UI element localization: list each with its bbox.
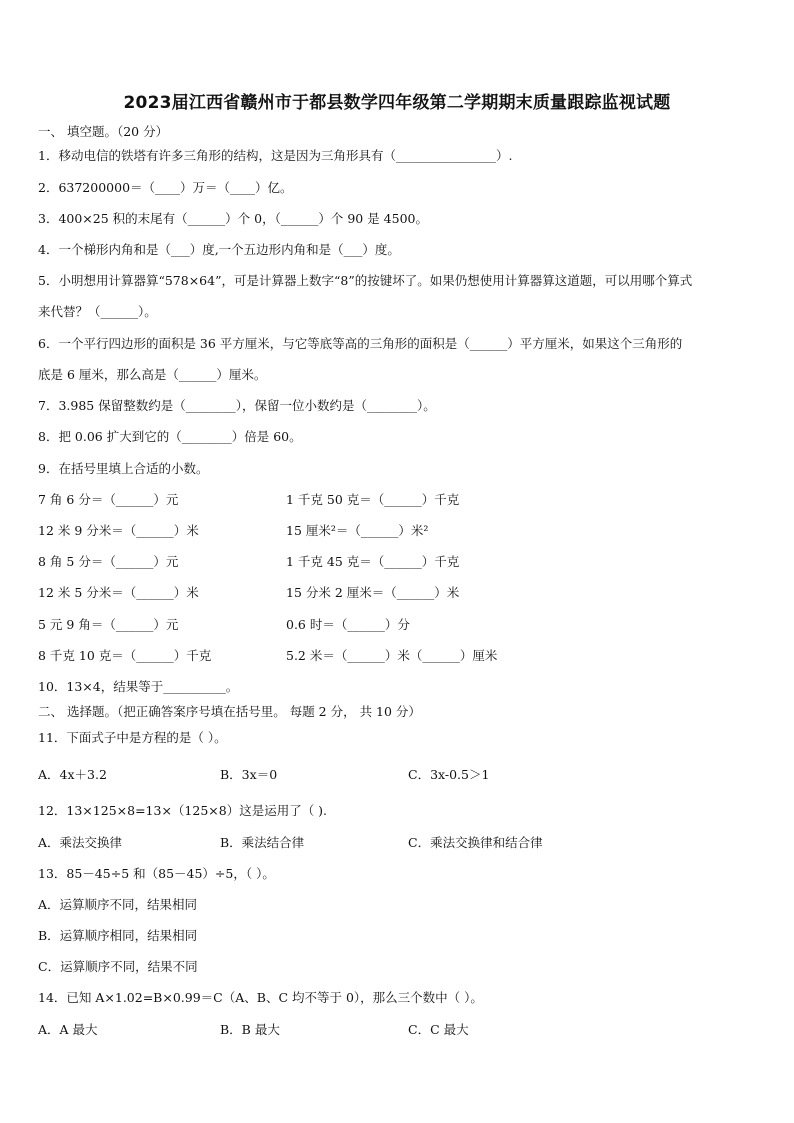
q12-option-a: A．乘法交换律 bbox=[38, 835, 123, 850]
question-13: 13．85－45÷5 和（85－45）÷5，（ ）。 bbox=[38, 866, 275, 881]
q11-option-a: A．4x＋3.2 bbox=[38, 767, 107, 782]
section-choice-heading: 二、 选择题。（把正确答案序号填在括号里。 每题 2 分， 共 10 分） bbox=[38, 704, 421, 719]
q9-item-right: 1 千克 50 克＝（______）千克 bbox=[286, 492, 460, 507]
section-fill-heading: 一、 填空题。（20 分） bbox=[38, 124, 169, 139]
question-5-line1: 5．小明想用计算器算“578×64”，可是计算器上数字“8”的按键坏了。如果仍想使用计算器算这道题，可以用哪个算式 bbox=[38, 273, 693, 288]
q14-option-b: B．B 最大 bbox=[220, 1022, 280, 1037]
q9-item-left: 5 元 9 角＝（______）元 bbox=[38, 617, 179, 632]
question-9: 9．在括号里填上合适的小数。 bbox=[38, 461, 209, 476]
question-1: 1．移动电信的铁塔有许多三角形的结构，这是因为三角形具有（________________）. bbox=[38, 148, 513, 163]
question-11: 11．下面式子中是方程的是（ ）。 bbox=[38, 730, 227, 745]
question-12: 12．13×125×8=13×（125×8）这是运用了（ ). bbox=[38, 803, 328, 818]
q13-option-b: B．运算顺序相同，结果相同 bbox=[38, 928, 198, 943]
q9-item-right: 0.6 时＝（______）分 bbox=[286, 617, 410, 632]
q9-item-left: 12 米 5 分米＝（______）米 bbox=[38, 585, 199, 600]
q9-item-left: 12 米 9 分米＝（______）米 bbox=[38, 523, 199, 538]
question-2: 2．637200000＝（____）万＝（____）亿。 bbox=[38, 180, 293, 195]
question-7: 7．3.985 保留整数约是（________），保留一位小数约是（________）。 bbox=[38, 398, 436, 413]
question-3: 3．400×25 积的末尾有（______）个 0，（______）个 90 是 4500。 bbox=[38, 211, 428, 226]
q9-item-right: 15 厘米²＝（______）米² bbox=[286, 523, 429, 538]
q14-option-c: C．C 最大 bbox=[408, 1022, 469, 1037]
q11-option-c: C．3x-0.5＞1 bbox=[408, 767, 490, 782]
q11-option-b: B．3x＝0 bbox=[220, 767, 278, 782]
question-6-line1: 6．一个平行四边形的面积是 36 平方厘米，与它等底等高的三角形的面积是（______）平方厘米，如果这个三角形的 bbox=[38, 336, 683, 351]
q13-option-a: A．运算顺序不同，结果相同 bbox=[38, 897, 198, 912]
question-14: 14．已知 A×1.02=B×0.99＝C（A、B、C 均不等于 0），那么三个数中（ ）。 bbox=[38, 990, 483, 1005]
q9-item-left: 8 千克 10 克＝（______）千克 bbox=[38, 648, 212, 663]
q9-item-left: 7 角 6 分＝（______）元 bbox=[38, 492, 179, 507]
question-8: 8．把 0.06 扩大到它的（________）倍是 60。 bbox=[38, 429, 302, 444]
q9-item-right: 15 分米 2 厘米＝（______）米 bbox=[286, 585, 460, 600]
q9-item-left: 8 角 5 分＝（______）元 bbox=[38, 554, 179, 569]
exam-title: 2023届江西省赣州市于都县数学四年级第二学期期末质量跟踪监视试题 bbox=[123, 93, 671, 113]
q13-option-c: C．运算顺序不同，结果不同 bbox=[38, 959, 198, 974]
question-6-line2: 底是 6 厘米，那么高是（______）厘米。 bbox=[38, 367, 267, 382]
question-4: 4．一个梯形内角和是（___）度,一个五边形内角和是（___）度。 bbox=[38, 242, 400, 257]
q12-option-b: B．乘法结合律 bbox=[220, 835, 305, 850]
q9-item-right: 5.2 米＝（______）米（______）厘米 bbox=[286, 648, 498, 663]
q12-option-c: C．乘法交换律和结合律 bbox=[408, 835, 543, 850]
question-5-line2: 来代替？（______）。 bbox=[38, 304, 157, 319]
q9-item-right: 1 千克 45 克＝（______）千克 bbox=[286, 554, 460, 569]
q14-option-a: A．A 最大 bbox=[38, 1022, 98, 1037]
question-10: 10．13×4，结果等于__________。 bbox=[38, 679, 239, 694]
